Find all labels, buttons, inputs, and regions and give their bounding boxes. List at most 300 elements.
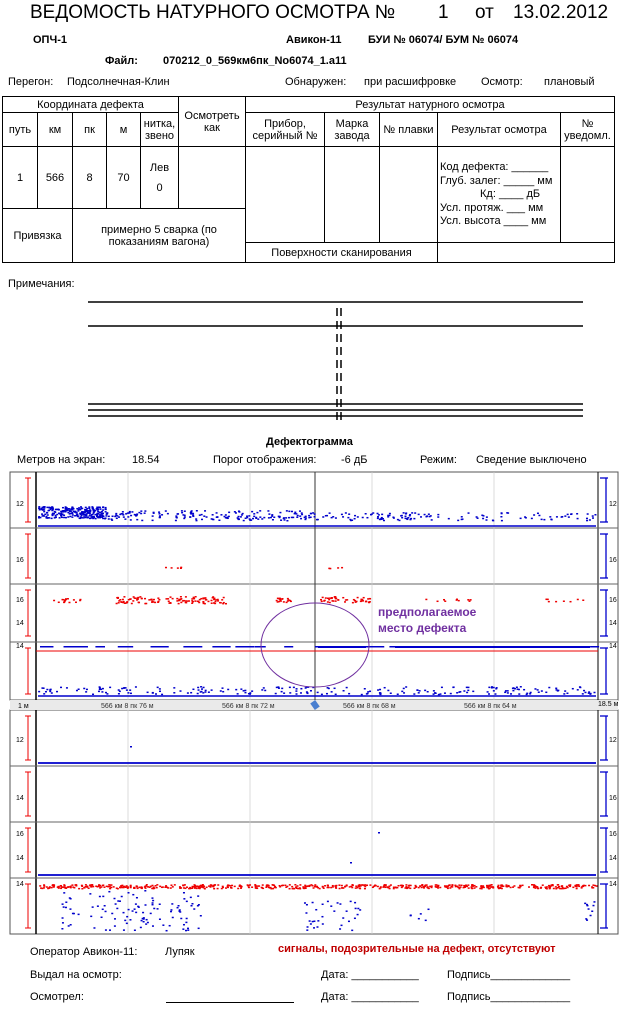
- signal-dot: [105, 508, 107, 510]
- signal-dot: [187, 928, 189, 930]
- signal-dot: [295, 693, 297, 695]
- signal-dot: [93, 510, 95, 512]
- signal-dot: [548, 887, 550, 889]
- signal-dot: [259, 510, 261, 512]
- signal-dot: [281, 885, 283, 887]
- signal-dot: [55, 517, 57, 519]
- signal-dot: [500, 516, 502, 518]
- signal-dot: [139, 596, 141, 598]
- signal-dot: [262, 888, 264, 890]
- signal-dot: [367, 598, 369, 600]
- signal-dot: [361, 694, 363, 696]
- signal-dot: [180, 602, 182, 604]
- signal-dot: [43, 885, 45, 887]
- signal-dot: [204, 510, 206, 512]
- channel-label-bottom-left: 14: [16, 795, 24, 802]
- signal-dot: [271, 514, 273, 516]
- signal-dot: [424, 514, 426, 516]
- signal-dot: [227, 689, 229, 691]
- signal-dot: [568, 516, 570, 518]
- signal-dot: [64, 646, 88, 648]
- signal-dot: [188, 888, 190, 890]
- inspected-label: Осмотрел:: [30, 991, 84, 1003]
- signal-dot: [570, 601, 572, 603]
- signal-dot: [238, 516, 240, 518]
- signal-dot: [275, 887, 277, 889]
- signal-dot: [73, 599, 75, 601]
- signal-dot: [198, 904, 200, 906]
- signal-dot: [291, 511, 293, 513]
- signal-dot: [123, 516, 125, 518]
- signal-dot: [211, 689, 213, 691]
- scale-end: 18.5 м: [598, 701, 619, 708]
- signal-dot: [170, 909, 172, 911]
- signal-dot: [270, 517, 272, 519]
- inspect-how-header: Осмотреть как: [179, 97, 246, 147]
- signal-dot: [68, 925, 70, 927]
- signal-dot: [62, 510, 64, 512]
- signal-dot: [191, 598, 193, 600]
- signal-dot: [123, 929, 125, 931]
- signal-dot: [418, 514, 420, 516]
- signal-dot: [488, 888, 490, 890]
- signal-dot: [294, 884, 296, 886]
- signal-dot: [354, 902, 356, 904]
- signal-dot: [406, 888, 408, 890]
- signal-dot: [467, 884, 469, 886]
- signal-dot: [74, 884, 76, 886]
- signal-dot: [79, 513, 81, 515]
- signal-dot: [421, 887, 423, 889]
- signal-dot: [228, 885, 230, 887]
- signal-dot: [38, 506, 40, 508]
- signal-dot: [225, 514, 227, 516]
- signal-dot: [127, 692, 129, 694]
- signal-dot: [450, 693, 452, 695]
- signal-dot: [118, 600, 120, 602]
- signal-dot: [444, 600, 446, 602]
- signal-dot: [159, 517, 161, 519]
- signal-dot: [228, 512, 230, 514]
- signal-dot: [101, 917, 103, 919]
- signal-dot: [83, 517, 85, 519]
- signal-dot: [493, 690, 495, 692]
- signal-dot: [329, 597, 331, 599]
- signal-dot: [402, 886, 404, 888]
- signal-dot: [367, 691, 369, 693]
- signal-dot: [255, 885, 257, 887]
- signal-dot: [343, 690, 345, 692]
- signal-dot: [130, 598, 132, 600]
- signal-dot: [234, 511, 236, 513]
- signal-dot: [576, 886, 578, 888]
- signal-dot: [91, 884, 93, 886]
- signal-dot: [147, 922, 149, 924]
- signal-dot: [147, 692, 149, 694]
- signal-dot: [170, 911, 172, 913]
- signal-dot: [72, 514, 74, 516]
- signal-dot: [435, 886, 437, 888]
- signal-dot: [365, 513, 367, 515]
- signal-dot: [222, 687, 224, 689]
- signal-dot: [201, 886, 203, 888]
- signal-dot: [377, 518, 379, 520]
- signal-dot: [41, 509, 43, 511]
- signal-dot: [555, 601, 557, 603]
- signal-dot: [102, 509, 104, 511]
- signal-dot: [310, 884, 312, 886]
- signal-dot: [322, 886, 324, 888]
- signal-dot: [352, 885, 354, 887]
- signal-dot: [124, 602, 126, 604]
- signal-dot: [114, 918, 116, 920]
- signal-dot: [347, 517, 349, 519]
- channel-label-top-left: 16: [16, 557, 24, 564]
- signal-dot: [507, 692, 509, 694]
- signal-dot: [267, 510, 269, 512]
- signal-dot: [284, 885, 286, 887]
- signal-dot: [76, 514, 78, 516]
- signal-dot: [584, 885, 586, 887]
- channel-label-bottom-left: 14: [16, 855, 24, 862]
- signal-dot: [190, 692, 192, 694]
- signal-dot: [304, 886, 306, 888]
- issued-date: Дата: ___________: [321, 969, 419, 981]
- scale-start: 1 м: [18, 703, 29, 710]
- signal-dot: [305, 912, 307, 914]
- signal-dot: [95, 514, 97, 516]
- signal-dot: [225, 603, 227, 605]
- signal-dot: [144, 603, 146, 605]
- signal-dot: [152, 925, 154, 927]
- signal-dot: [369, 691, 371, 693]
- signal-dot: [68, 508, 70, 510]
- signal-dot: [153, 599, 155, 601]
- signal-dot: [409, 888, 411, 890]
- signal-dot: [185, 922, 187, 924]
- signal-dot: [565, 888, 567, 890]
- signal-dot: [99, 896, 101, 898]
- signal-dot: [101, 514, 103, 516]
- signal-dot: [194, 600, 196, 602]
- signal-dot: [106, 693, 108, 695]
- signal-dot: [341, 567, 343, 569]
- signal-dot: [92, 906, 94, 908]
- signal-dot: [111, 913, 113, 915]
- signal-dot: [155, 693, 157, 695]
- coord-header: Координата дефекта: [3, 97, 179, 113]
- signal-dot: [119, 691, 121, 693]
- signal-dot: [594, 692, 596, 694]
- signal-dot: [327, 601, 329, 603]
- signal-dot: [449, 887, 451, 889]
- signal-dot: [299, 884, 301, 886]
- signal-dot: [68, 602, 70, 604]
- signal-dot: [189, 516, 191, 518]
- signal-dot: [332, 600, 334, 602]
- signal-dot: [268, 513, 270, 515]
- signal-dot: [111, 519, 113, 521]
- signal-dot: [492, 520, 494, 522]
- signal-dot: [90, 916, 92, 918]
- signal-dot: [102, 896, 104, 898]
- signal-dot: [507, 690, 509, 692]
- signal-dot: [359, 909, 361, 911]
- signal-dot: [117, 900, 119, 902]
- signal-dot: [122, 514, 124, 516]
- signal-dot: [289, 692, 291, 694]
- signal-dot: [321, 601, 323, 603]
- signal-dot: [474, 887, 476, 889]
- channel-label-bottom-left: 14: [16, 881, 24, 888]
- channel-label-bottom-right: 14: [609, 855, 617, 862]
- signal-dot: [401, 691, 403, 693]
- signal-dot: [132, 600, 134, 602]
- signal-dot: [439, 693, 441, 695]
- signal-dot: [507, 512, 509, 514]
- value-pk: 8: [73, 147, 107, 209]
- signal-dot: [116, 518, 118, 520]
- signal-dot: [555, 688, 557, 690]
- signal-dot: [218, 520, 220, 522]
- signal-dot: [107, 886, 109, 888]
- signal-dot: [205, 690, 207, 692]
- signal-dot: [99, 687, 101, 689]
- signal-dot: [65, 508, 67, 510]
- signal-dot: [159, 515, 161, 517]
- signal-dot: [270, 887, 272, 889]
- signal-dot: [241, 514, 243, 516]
- signal-dot: [339, 888, 341, 890]
- signal-dot: [153, 908, 155, 910]
- signal-dot: [461, 518, 463, 520]
- signal-dot: [351, 930, 353, 932]
- signal-dot: [144, 890, 146, 892]
- signal-dot: [123, 912, 125, 914]
- inspected-date: Дата: ___________: [321, 991, 419, 1003]
- channel-label-top-left: 14: [16, 643, 24, 650]
- signal-dot: [249, 884, 251, 886]
- signal-dot: [487, 691, 489, 693]
- signal-dot: [312, 902, 314, 904]
- signal-dot: [158, 513, 160, 515]
- result-line-kd: Кд: ____ дБ: [480, 188, 541, 200]
- signal-dot: [183, 646, 202, 648]
- signal-dot: [289, 884, 291, 886]
- signal-dot: [195, 520, 197, 522]
- signal-dot: [261, 518, 263, 520]
- signal-dot: [78, 507, 80, 509]
- signal-dot: [208, 691, 210, 693]
- signal-dot: [118, 689, 120, 691]
- signal-dot: [362, 884, 364, 886]
- signal-dot: [92, 518, 94, 520]
- signal-dot: [334, 596, 336, 598]
- signal-dot: [148, 599, 150, 601]
- signal-dot: [251, 690, 253, 692]
- signal-dot: [341, 885, 343, 887]
- signal-dot: [305, 516, 307, 518]
- signal-dot: [430, 515, 432, 517]
- signal-dot: [185, 602, 187, 604]
- signal-dot: [183, 892, 185, 894]
- signal-dot: [43, 509, 45, 511]
- signal-dot: [190, 897, 192, 899]
- signal-dot: [184, 510, 186, 512]
- signal-dot: [342, 917, 344, 919]
- signal-dot: [44, 514, 46, 516]
- signal-dot: [67, 886, 69, 888]
- signal-dot: [530, 692, 532, 694]
- signal-dot: [315, 909, 317, 911]
- signal-dot: [451, 886, 453, 888]
- signal-dot: [95, 646, 105, 648]
- signal-dot: [476, 516, 478, 518]
- signal-dot: [314, 516, 316, 518]
- signal-dot: [83, 515, 85, 517]
- signal-dot: [596, 885, 598, 887]
- signal-dot: [69, 897, 71, 899]
- signal-dot: [304, 887, 306, 889]
- result-header: Результат натурного осмотра: [246, 97, 615, 113]
- signal-dot: [106, 513, 108, 515]
- signal-dot: [240, 887, 242, 889]
- signal-dot: [335, 600, 337, 602]
- signal-dot: [64, 510, 66, 512]
- signal-dot: [263, 687, 265, 689]
- signal-dot: [320, 599, 322, 601]
- signal-dot: [584, 903, 586, 905]
- signal-dot: [209, 886, 211, 888]
- signal-dot: [345, 512, 347, 514]
- signal-dot: [408, 885, 410, 887]
- signal-dot: [116, 908, 118, 910]
- signal-dot: [89, 893, 91, 895]
- signal-dot: [121, 688, 123, 690]
- signal-dot: [51, 887, 53, 889]
- signal-dot: [161, 694, 163, 696]
- signal-dot: [335, 517, 337, 519]
- device: Авикон-11: [286, 34, 342, 46]
- signal-dot: [295, 513, 297, 515]
- signal-dot: [246, 515, 248, 517]
- signal-dot: [322, 597, 324, 598]
- signal-dot: [348, 513, 350, 515]
- signal-dot: [126, 916, 128, 918]
- signal-dot: [172, 917, 174, 919]
- signal-dot: [310, 513, 312, 515]
- signal-dot: [339, 903, 341, 905]
- signal-dot: [313, 927, 315, 929]
- signal-dot: [567, 887, 569, 889]
- signal-dot: [306, 692, 308, 694]
- signal-dot: [69, 513, 71, 515]
- signal-dot: [102, 885, 104, 887]
- signal-dot: [217, 884, 219, 886]
- signal-dot: [130, 515, 132, 517]
- signal-dot: [65, 599, 67, 601]
- signal-dot: [362, 517, 364, 519]
- signal-dot: [227, 887, 229, 889]
- col-km: км: [38, 113, 73, 147]
- inspected-sign: Подпись_____________: [447, 991, 571, 1003]
- signal-dot: [195, 518, 197, 520]
- signal-dot: [419, 885, 421, 887]
- signal-dot: [133, 596, 135, 598]
- signal-dot: [295, 690, 297, 692]
- signal-dot: [421, 884, 423, 886]
- signal-dot: [282, 598, 284, 600]
- signal-dot: [226, 517, 228, 519]
- signal-dot: [545, 692, 547, 694]
- signal-dot: [93, 512, 95, 513]
- signal-dot: [448, 518, 450, 520]
- signal-dot: [348, 921, 350, 923]
- defectogram-top-frame: [10, 472, 618, 700]
- signal-dot: [86, 508, 88, 510]
- signal-dot: [73, 511, 75, 513]
- signal-dot: [324, 885, 326, 887]
- signal-dot: [557, 690, 559, 692]
- channel-label-top-right: 12: [609, 501, 617, 508]
- signal-dot: [586, 919, 588, 921]
- signal-dot: [409, 519, 411, 521]
- signal-dot: [109, 929, 111, 931]
- signal-dot: [538, 515, 540, 517]
- signal-dot: [115, 513, 117, 515]
- signal-dot: [70, 924, 72, 926]
- signal-dot: [593, 901, 595, 903]
- signal-dot: [246, 517, 248, 519]
- signal-dot: [140, 510, 142, 512]
- signal-dot: [170, 887, 172, 889]
- signal-dot: [63, 884, 65, 886]
- signal-dot: [267, 884, 269, 886]
- signal-dot: [398, 520, 400, 522]
- signal-dot: [317, 519, 319, 521]
- inspection-label: Осмотр:: [481, 76, 523, 88]
- signal-dot: [310, 923, 312, 925]
- signal-dot: [466, 687, 468, 689]
- signal-dot: [275, 693, 277, 695]
- signal-dot: [313, 920, 315, 922]
- signal-dot: [86, 689, 88, 691]
- inspected-line: [166, 1002, 294, 1003]
- result-line-depth: Глуб. залег: _____ мм: [440, 174, 553, 187]
- signal-dot: [181, 510, 183, 512]
- signal-dot: [199, 514, 201, 516]
- signal-dot: [304, 519, 306, 521]
- signal-dot: [38, 516, 40, 518]
- signal-dot: [327, 885, 329, 887]
- signal-dot: [558, 886, 560, 888]
- signal-dot: [334, 688, 336, 690]
- signal-dot: [97, 514, 99, 516]
- signal-dot: [341, 925, 343, 927]
- signal-dot: [137, 906, 139, 908]
- signal-dot: [468, 512, 470, 514]
- signal-dot: [415, 885, 417, 887]
- signal-dot: [173, 692, 175, 694]
- signal-dot: [61, 928, 63, 930]
- signal-dot: [325, 597, 327, 599]
- signal-dot: [543, 519, 545, 521]
- signal-dot: [204, 691, 206, 693]
- channel-label-bottom-right: 16: [609, 831, 617, 838]
- signal-dot: [342, 887, 344, 889]
- result-line-height: Усл. высота ____ мм: [440, 215, 547, 227]
- signal-dot: [78, 914, 80, 916]
